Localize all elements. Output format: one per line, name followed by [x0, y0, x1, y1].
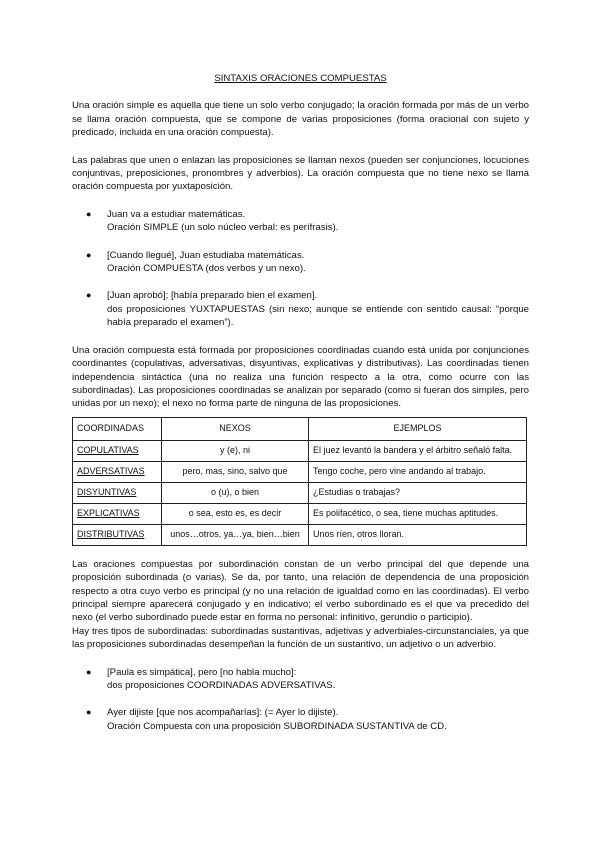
cell-ejemplo: Unos ríen, otros lloran. — [309, 524, 527, 545]
example-line: [Juan aprobó]; [había preparado bien el examen]. — [107, 290, 318, 302]
example-explanation: dos proposiciones YUXTAPUESTAS (sin nexo; aunque se entiende con sentido causal: “porque había preparado el examen”). — [107, 303, 529, 329]
bullet-icon: ● — [86, 707, 92, 718]
table-row — [73, 524, 527, 545]
document-page — [72, 72, 529, 747]
paragraph-coordinadas: Una oración compuesta está formada por proposiciones coordinadas cuando está unida por conjunciones coordinantes (copulativas, adversativas, disyuntivas, explicativas y distributivas). Las coordinadas tienen independencia sintáctica (una no realiza una función respecto a la otra, como ocurre con las subordinadas). Las proposiciones coordinadas se analizan por separado (como si fueran dos simples, pero unidas por un nexo); el nexo no forma parte de ninguna de las proposiciones. — [72, 344, 529, 410]
cell-tipo: DISYUNTIVAS — [73, 482, 162, 503]
cell-ejemplo: Tengo coche, pero vine andando al trabajo. — [309, 461, 527, 482]
list-item — [72, 289, 529, 329]
column-header-coordinadas: COORDINADAS — [73, 417, 162, 440]
example-explanation: Oración Compuesta con una proposición SUBORDINADA SUSTANTIVA de CD. — [107, 720, 447, 732]
example-line: [Cuando llegué], Juan estudiaba matemáticas. — [107, 249, 305, 261]
cell-tipo: DISTRIBUTIVAS — [73, 524, 162, 545]
cell-nexos: y (e), ni — [162, 440, 309, 461]
example-explanation: dos proposiciones COORDINADAS ADVERSATIVAS. — [107, 679, 336, 691]
example-line: Ayer dijiste [que nos acompañarías]: (= Ayer lo dijiste). — [107, 707, 339, 719]
list-item — [72, 706, 529, 733]
bullet-icon: ● — [86, 249, 92, 260]
cell-nexos: o (u), o bien — [162, 482, 309, 503]
list-item — [72, 249, 529, 276]
examples-list-2 — [72, 666, 529, 734]
cell-nexos: unos…otros, ya…ya, bien…bien — [162, 524, 309, 545]
list-item — [72, 208, 529, 235]
example-line: Juan va a estudiar matemáticas. — [107, 208, 246, 220]
bullet-icon: ● — [86, 208, 92, 219]
paragraph-nexos: Las palabras que unen o enlazan las proposiciones se llaman nexos (pueden ser conjunciones, locuciones conjuntivas, preposiciones, pronombres y adverbios). La oración compuesta que no tiene nexo se llama oración compuesta por yuxtaposición. — [72, 154, 529, 193]
column-header-nexos: NEXOS — [162, 417, 309, 440]
paragraph-tipos-subordinadas: Hay tres tipos de subordinadas: subordinadas sustantivas, adjetivas y adverbiales-circunstanciales, ya que las proposiciones subordinadas desempeñan la función de un sustantivo, un adjetivo o un adverbio. — [72, 625, 529, 651]
cell-ejemplo: ¿Estudias o trabajas? — [309, 482, 527, 503]
table-header-row — [73, 417, 527, 440]
cell-ejemplo: El juez levantó la bandera y el árbitro señaló falta. — [309, 440, 527, 461]
example-explanation: Oración COMPUESTA (dos verbos y un nexo). — [107, 263, 306, 275]
bullet-icon: ● — [86, 290, 92, 301]
example-line: [Paula es simpática], pero [no habla mucho]: — [107, 666, 297, 678]
paragraph-subordinacion: Las oraciones compuestas por subordinación constan de un verbo principal del que depende una proposición subordinada (o varias). Se da, por tanto, una relación de dependencia de una proposición respecto a otra cuyo verbo es principal (y no una relación de igualdad como en las coordinadas). El verbo principal siempre aparecerá conjugado y en indicativo; el verbo subordinado es el que va precedido del nexo (el verbo subordinado puede estar en forma no personal: infinitivo, gerundio o participio). — [72, 558, 529, 624]
table-row — [73, 440, 527, 461]
table-row — [73, 461, 527, 482]
cell-tipo: ADVERSATIVAS — [73, 461, 162, 482]
cell-nexos: pero, mas, sino, salvo que — [162, 461, 309, 482]
examples-list-1 — [72, 208, 529, 330]
table-row — [73, 482, 527, 503]
cell-nexos: o sea, esto es, es decir — [162, 503, 309, 524]
example-explanation: Oración SIMPLE (un solo núcleo verbal: es perífrasis). — [107, 222, 339, 234]
list-item — [72, 666, 529, 693]
table-row — [73, 503, 527, 524]
cell-ejemplo: Es polifacético, o sea, tiene muchas aptitudes. — [309, 503, 527, 524]
paragraph-simple-compuesta: Una oración simple es aquella que tiene un solo verbo conjugado; la oración formada por más de un verbo se llama oración compuesta, que se compone de varias proposiciones (forma oracional con sujeto y predicado, incluida en una oración compuesta). — [72, 100, 529, 139]
column-header-ejemplos: EJEMPLOS — [309, 417, 527, 440]
coordinadas-table — [72, 417, 527, 546]
cell-tipo: EXPLICATIVAS — [73, 503, 162, 524]
cell-tipo: COPULATIVAS — [73, 440, 162, 461]
page-title: SINTAXIS ORACIONES COMPUESTAS — [214, 73, 387, 84]
bullet-icon: ● — [86, 666, 92, 677]
